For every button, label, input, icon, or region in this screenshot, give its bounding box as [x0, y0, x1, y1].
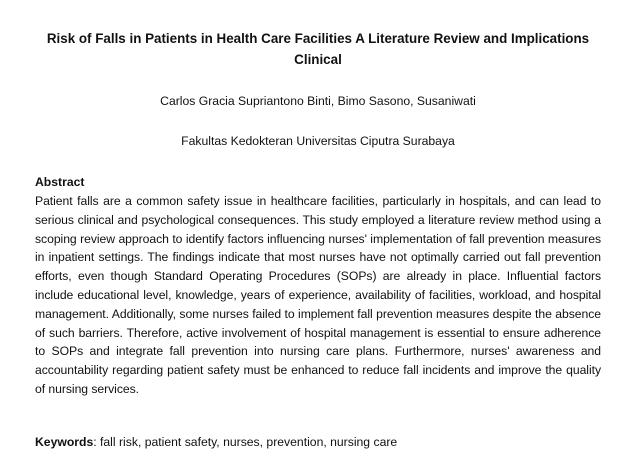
keywords-line — [35, 434, 601, 450]
abstract-body: Patient falls are a common safety issue in healthcare facilities, particularly in hospitals, and can lead to serious clinical and psychological consequences. This study employed a literature review method using a scoping review approach to identify factors influencing nurses' implementation of fall prevention measures in inpatient settings. The findings indicate that most nurses have not optimally carried out fall prevention efforts, even though Standard Operating Procedures (SOPs) are already in place. Influential factors include educational level, knowledge, years of experience, availability of facilities, workload, and hospital management. Additionally, some nurses failed to implement fall prevention measures despite the absence of such barriers. Therefore, active involvement of hospital management is essential to ensure adherence to SOPs and integrate fall prevention into nursing care plans. Furthermore, nurses' awareness and accountability regarding patient safety must be enhanced to reduce fall incidents and improve the quality of nursing services. — [35, 194, 601, 396]
keywords-label: Keywords — [35, 435, 94, 449]
author-affiliation: Fakultas Kedokteran Universitas Ciputra Surabaya — [181, 134, 455, 148]
author-list: Carlos Gracia Supriantono Binti, Bimo Sasono, Susaniwati — [160, 94, 476, 108]
paper-title: Risk of Falls in Patients in Health Care Facilities A Literature Review and Implications Clinical — [46, 31, 590, 67]
abstract-heading: Abstract — [35, 175, 85, 189]
keywords-list: : fall risk, patient safety, nurses, prevention, nursing care — [93, 435, 398, 449]
